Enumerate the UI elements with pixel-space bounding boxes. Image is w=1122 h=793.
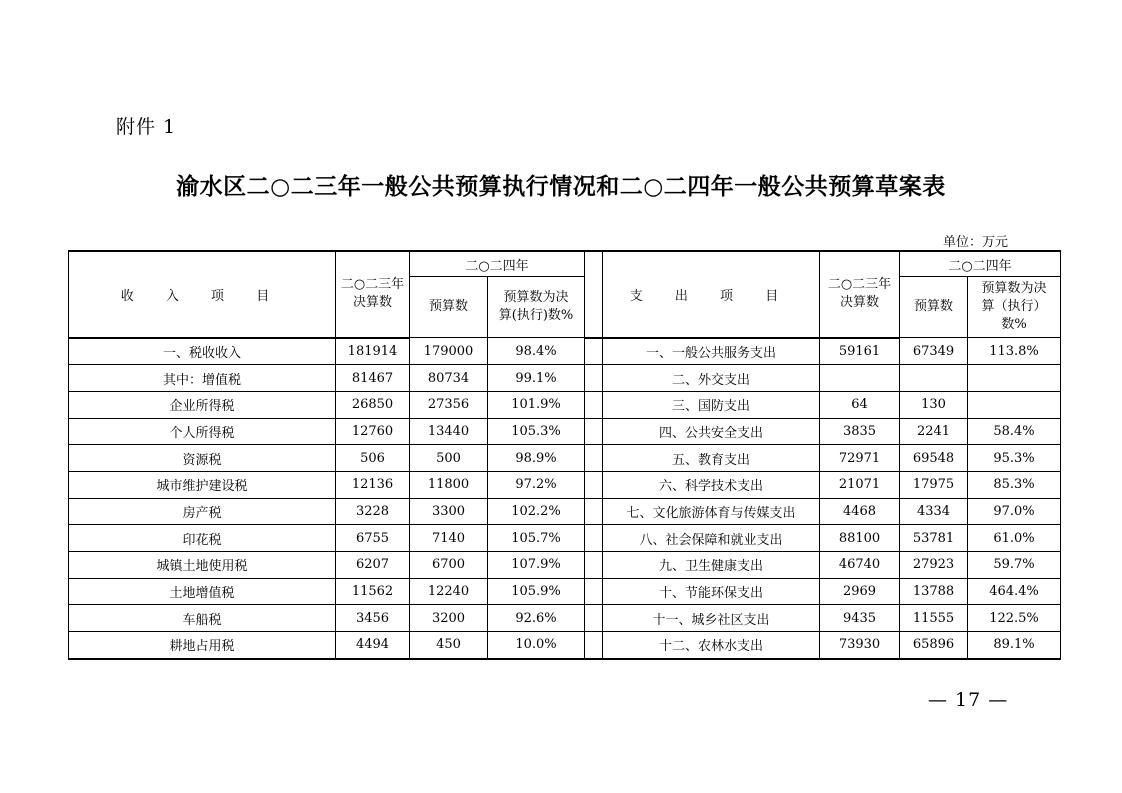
income-ratio: 97.2% [488,471,585,498]
income-ratio: 105.7% [488,525,585,552]
income-final: 6755 [336,525,410,552]
expense-budget: 53781 [900,525,968,552]
expense-item: 二、外交支出 [603,365,820,392]
expense-budget: 13788 [900,578,968,605]
expense-final: 46740 [820,552,900,579]
income-item: 一、税收收入 [69,338,336,365]
expense-budget: 130 [900,391,968,418]
gap-cell [585,471,603,498]
expense-final-2023-header: 二○二三年决算数 [820,251,900,338]
income-item: 耕地占用税 [69,632,336,659]
expense-item: 一、一般公共服务支出 [603,338,820,365]
income-final: 12136 [336,471,410,498]
expense-final: 59161 [820,338,900,365]
income-ratio: 107.9% [488,552,585,579]
table-row [69,418,1061,445]
expense-final: 88100 [820,525,900,552]
income-ratio: 101.9% [488,391,585,418]
gap-cell [585,445,603,472]
income-final: 181914 [336,338,410,365]
income-item: 资源税 [69,445,336,472]
income-2024-header: 二○二四年 [410,251,585,277]
table-row [69,391,1061,418]
income-budget-header: 预算数 [410,277,488,338]
expense-budget: 69548 [900,445,968,472]
income-budget: 11800 [410,471,488,498]
income-item: 城市维护建设税 [69,471,336,498]
expense-item: 八、社会保障和就业支出 [603,525,820,552]
expense-ratio: 464.4% [968,578,1061,605]
expense-item: 十一、城乡社区支出 [603,605,820,632]
expense-budget: 67349 [900,338,968,365]
gap-cell [585,632,603,659]
gap-cell [585,525,603,552]
expense-budget: 27923 [900,552,968,579]
expense-budget: 11555 [900,605,968,632]
table-row [69,605,1061,632]
expense-final: 64 [820,391,900,418]
gap-cell [585,578,603,605]
expense-item: 七、文化旅游体育与传媒支出 [603,498,820,525]
expense-budget: 4334 [900,498,968,525]
expense-budget: 2241 [900,418,968,445]
gap-cell [585,605,603,632]
expense-item: 十二、农林水支出 [603,632,820,659]
expense-final: 73930 [820,632,900,659]
expense-ratio: 58.4% [968,418,1061,445]
expense-ratio-header: 预算数为决算（执行）数% [968,277,1061,338]
income-item: 印花税 [69,525,336,552]
income-item: 城镇土地使用税 [69,552,336,579]
expense-ratio [968,391,1061,418]
expense-ratio: 61.0% [968,525,1061,552]
expense-item: 九、卫生健康支出 [603,552,820,579]
expense-final: 4468 [820,498,900,525]
income-item: 个人所得税 [69,418,336,445]
income-final: 3228 [336,498,410,525]
expense-item: 三、国防支出 [603,391,820,418]
income-budget: 3300 [410,498,488,525]
expense-ratio: 85.3% [968,471,1061,498]
income-item-header: 收 入 项 目 [69,251,336,338]
income-ratio: 98.9% [488,445,585,472]
income-ratio: 92.6% [488,605,585,632]
table-row [69,445,1061,472]
income-final: 11562 [336,578,410,605]
expense-ratio: 97.0% [968,498,1061,525]
table-row [69,525,1061,552]
income-budget: 27356 [410,391,488,418]
income-final-2023-header: 二○二三年决算数 [336,251,410,338]
income-ratio: 99.1% [488,365,585,392]
income-budget: 500 [410,445,488,472]
expense-final: 9435 [820,605,900,632]
table-row [69,632,1061,659]
income-final: 12760 [336,418,410,445]
gap-header [585,251,603,338]
income-item: 房产税 [69,498,336,525]
table-row [69,578,1061,605]
page-number: — 17 — [928,689,1009,711]
income-final: 26850 [336,391,410,418]
income-ratio: 105.9% [488,578,585,605]
expense-final: 3835 [820,418,900,445]
page-title: 渝水区二○二三年一般公共预算执行情况和二○二四年一般公共预算草案表 [176,174,946,200]
table-row [69,498,1061,525]
income-item: 土地增值税 [69,578,336,605]
income-final: 6207 [336,552,410,579]
expense-item: 五、教育支出 [603,445,820,472]
expense-final: 21071 [820,471,900,498]
expense-budget [900,365,968,392]
income-ratio: 98.4% [488,338,585,365]
table-row [69,338,1061,365]
income-final: 81467 [336,365,410,392]
gap-cell [585,365,603,392]
expense-budget-header: 预算数 [900,277,968,338]
gap-cell [585,552,603,579]
income-final: 4494 [336,632,410,659]
expense-2024-header: 二○二四年 [900,251,1061,277]
income-budget: 12240 [410,578,488,605]
income-budget: 80734 [410,365,488,392]
gap-cell [585,338,603,365]
expense-ratio: 59.7% [968,552,1061,579]
expense-item-header: 支 出 项 目 [603,251,820,338]
income-item: 企业所得税 [69,391,336,418]
gap-cell [585,391,603,418]
expense-final [820,365,900,392]
income-budget: 3200 [410,605,488,632]
expense-ratio: 89.1% [968,632,1061,659]
income-item: 车船税 [69,605,336,632]
expense-item: 十、节能环保支出 [603,578,820,605]
budget-table [68,250,1061,660]
income-budget: 6700 [410,552,488,579]
income-budget: 179000 [410,338,488,365]
income-budget: 13440 [410,418,488,445]
expense-final: 72971 [820,445,900,472]
income-final: 3456 [336,605,410,632]
expense-budget: 65896 [900,632,968,659]
income-ratio-header: 预算数为决算(执行)数% [488,277,585,338]
header-row-top [69,251,1061,277]
gap-cell [585,498,603,525]
income-item: 其中：增值税 [69,365,336,392]
expense-item: 四、公共安全支出 [603,418,820,445]
expense-ratio: 95.3% [968,445,1061,472]
income-ratio: 105.3% [488,418,585,445]
unit-label: 单位：万元 [943,235,1009,250]
income-budget: 450 [410,632,488,659]
table-row [69,471,1061,498]
table-row [69,552,1061,579]
expense-ratio: 122.5% [968,605,1061,632]
expense-ratio [968,365,1061,392]
expense-ratio: 113.8% [968,338,1061,365]
gap-cell [585,418,603,445]
expense-final: 2969 [820,578,900,605]
income-ratio: 10.0% [488,632,585,659]
income-ratio: 102.2% [488,498,585,525]
income-final: 506 [336,445,410,472]
annex-label: 附件 1 [116,116,177,138]
expense-item: 六、科学技术支出 [603,471,820,498]
income-budget: 7140 [410,525,488,552]
expense-budget: 17975 [900,471,968,498]
table-row [69,365,1061,392]
